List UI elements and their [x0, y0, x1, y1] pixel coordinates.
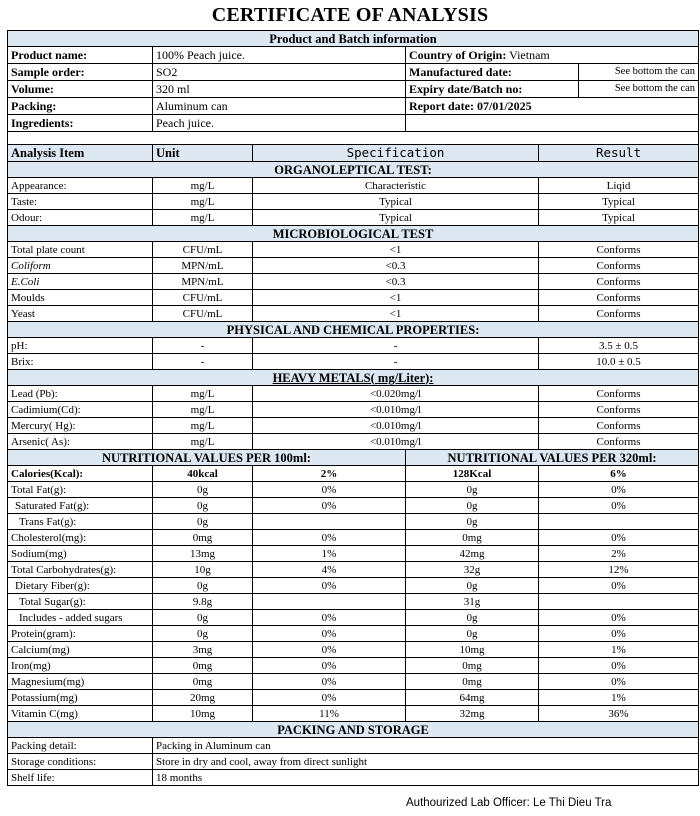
- amount-100ml: 40kcal: [153, 466, 253, 482]
- nutrient-name: Total Sugar(g):: [8, 594, 153, 610]
- amount-320ml: 42mg: [406, 546, 539, 562]
- analysis-result: Liqid: [539, 178, 699, 194]
- packing-section-title: PACKING AND STORAGE: [8, 722, 699, 738]
- analysis-section-header: [8, 322, 699, 338]
- info-label: Expiry date/Batch no:: [406, 81, 579, 98]
- amount-100ml: 0mg: [153, 530, 253, 546]
- amount-100ml: 10mg: [153, 706, 253, 722]
- info-label: Ingredients:: [8, 115, 153, 132]
- nutrition-row: [8, 658, 699, 674]
- amount-100ml: 0g: [153, 626, 253, 642]
- info-value: SO2: [153, 64, 406, 81]
- analysis-result: Conforms: [539, 258, 699, 274]
- nutrition-header-100ml: NUTRITIONAL VALUES PER 100ml:: [8, 450, 406, 466]
- analysis-unit: CFU/mL: [153, 290, 253, 306]
- info-label: Product name:: [8, 47, 153, 64]
- info-label-value: [406, 47, 699, 64]
- analysis-row: [8, 402, 699, 418]
- analysis-result: 10.0 ± 0.5: [539, 354, 699, 370]
- analysis-item: Brix:: [8, 354, 153, 370]
- column-header: Specification: [253, 145, 539, 162]
- amount-320ml: 10mg: [406, 642, 539, 658]
- analysis-item: Odour:: [8, 210, 153, 226]
- analysis-column-header-row: [8, 145, 699, 162]
- nutrient-name: Calories(Kcal):: [8, 466, 153, 482]
- analysis-specification: <1: [253, 242, 539, 258]
- analysis-result: Conforms: [539, 242, 699, 258]
- amount-320ml: 0mg: [406, 658, 539, 674]
- amount-100ml: 0g: [153, 514, 253, 530]
- analysis-unit: mg/L: [153, 194, 253, 210]
- analysis-unit: mg/L: [153, 434, 253, 450]
- daily-value-320ml: 36%: [539, 706, 699, 722]
- analysis-unit: mg/L: [153, 210, 253, 226]
- nutrition-row: [8, 690, 699, 706]
- daily-value-320ml: 0%: [539, 658, 699, 674]
- analysis-specification: <0.3: [253, 258, 539, 274]
- daily-value-320ml: 0%: [539, 482, 699, 498]
- analysis-unit: CFU/mL: [153, 242, 253, 258]
- amount-100ml: 0g: [153, 610, 253, 626]
- amount-320ml: 32g: [406, 562, 539, 578]
- nutrition-row: [8, 626, 699, 642]
- nutrition-row: [8, 498, 699, 514]
- amount-100ml: 3mg: [153, 642, 253, 658]
- info-label: Packing:: [8, 98, 153, 115]
- daily-value-100ml: 0%: [253, 498, 406, 514]
- info-value: 100% Peach juice.: [153, 47, 406, 64]
- daily-value-100ml: 0%: [253, 674, 406, 690]
- analysis-item: E.Coli: [8, 274, 153, 290]
- daily-value-100ml: [253, 514, 406, 530]
- analysis-unit: MPN/mL: [153, 274, 253, 290]
- product-info-row: [8, 47, 699, 64]
- analysis-specification: Typical: [253, 194, 539, 210]
- daily-value-100ml: 11%: [253, 706, 406, 722]
- amount-100ml: 0mg: [153, 674, 253, 690]
- amount-320ml: 31g: [406, 594, 539, 610]
- daily-value-320ml: 0%: [539, 530, 699, 546]
- column-header: Result: [539, 145, 699, 162]
- analysis-result: Conforms: [539, 402, 699, 418]
- packing-header-row: [8, 722, 699, 738]
- nutrition-row: [8, 466, 699, 482]
- packing-row: [8, 738, 699, 754]
- packing-value: Packing in Aluminum can: [153, 738, 699, 754]
- nutrition-header-row: [8, 450, 699, 466]
- analysis-item: Cadimium(Cd):: [8, 402, 153, 418]
- analysis-row: [8, 290, 699, 306]
- daily-value-320ml: 0%: [539, 578, 699, 594]
- analysis-item: pH:: [8, 338, 153, 354]
- daily-value-100ml: [253, 594, 406, 610]
- daily-value-100ml: 0%: [253, 626, 406, 642]
- amount-320ml: 0g: [406, 578, 539, 594]
- packing-value: Store in dry and cool, away from direct sunlight: [153, 754, 699, 770]
- nutrient-name: Sodium(mg): [8, 546, 153, 562]
- nutrition-row: [8, 578, 699, 594]
- amount-100ml: 20mg: [153, 690, 253, 706]
- info-value: Vietnam: [509, 48, 550, 62]
- amount-320ml: 32mg: [406, 706, 539, 722]
- nutrition-row: [8, 530, 699, 546]
- nutrient-name: Potassium(mg): [8, 690, 153, 706]
- analysis-section-header: [8, 226, 699, 242]
- info-value: Peach juice.: [153, 115, 406, 132]
- analysis-unit: -: [153, 354, 253, 370]
- nutrient-name: Protein(gram):: [8, 626, 153, 642]
- section-title: PHYSICAL AND CHEMICAL PROPERTIES:: [8, 322, 699, 338]
- nutrient-name: Magnesium(mg): [8, 674, 153, 690]
- analysis-row: [8, 338, 699, 354]
- amount-320ml: 0g: [406, 626, 539, 642]
- analysis-specification: <1: [253, 290, 539, 306]
- daily-value-320ml: 1%: [539, 642, 699, 658]
- amount-320ml: 128Kcal: [406, 466, 539, 482]
- product-info-row: [8, 115, 699, 132]
- product-info-row: [8, 64, 699, 81]
- nutrition-row: [8, 562, 699, 578]
- daily-value-100ml: 1%: [253, 546, 406, 562]
- analysis-specification: <0.010mg/l: [253, 418, 539, 434]
- analysis-unit: -: [153, 338, 253, 354]
- blank-cell: [8, 132, 699, 145]
- amount-320ml: 0mg: [406, 674, 539, 690]
- certificate-table: [7, 30, 699, 786]
- amount-100ml: 13mg: [153, 546, 253, 562]
- analysis-result: Typical: [539, 210, 699, 226]
- daily-value-100ml: 0%: [253, 482, 406, 498]
- section-title: HEAVY METALS( mg/Liter):: [8, 370, 699, 386]
- analysis-row: [8, 418, 699, 434]
- analysis-specification: <0.3: [253, 274, 539, 290]
- column-header: Unit: [153, 145, 253, 162]
- amount-320ml: 0g: [406, 610, 539, 626]
- analysis-result: Conforms: [539, 290, 699, 306]
- analysis-row: [8, 306, 699, 322]
- nutrient-name: Vitamin C(mg): [8, 706, 153, 722]
- daily-value-100ml: 0%: [253, 530, 406, 546]
- analysis-item: Yeast: [8, 306, 153, 322]
- nutrient-name: Calcium(mg): [8, 642, 153, 658]
- info-value: Aluminum can: [153, 98, 406, 115]
- info-value: See bottom the can: [579, 81, 699, 98]
- packing-row: [8, 754, 699, 770]
- daily-value-100ml: 4%: [253, 562, 406, 578]
- nutrition-row: [8, 610, 699, 626]
- certificate-sheet: [7, 30, 698, 786]
- nutrition-row: [8, 642, 699, 658]
- product-info-row: [8, 81, 699, 98]
- daily-value-320ml: 0%: [539, 610, 699, 626]
- info-label: Country of Origin:: [409, 48, 507, 62]
- packing-label: Shelf life:: [8, 770, 153, 786]
- amount-100ml: 9.8g: [153, 594, 253, 610]
- nutrition-row: [8, 706, 699, 722]
- packing-label: Storage conditions:: [8, 754, 153, 770]
- analysis-item: Taste:: [8, 194, 153, 210]
- daily-value-320ml: 0%: [539, 498, 699, 514]
- analysis-result: Conforms: [539, 434, 699, 450]
- nutrition-row: [8, 594, 699, 610]
- blank-cell: [406, 115, 699, 132]
- analysis-specification: Characteristic: [253, 178, 539, 194]
- nutrient-name: Saturated Fat(g):: [8, 498, 153, 514]
- nutrition-row: [8, 482, 699, 498]
- analysis-result: Conforms: [539, 306, 699, 322]
- document-title: CERTIFICATE OF ANALYSIS: [211, 4, 489, 26]
- lab-officer-signature: Authourized Lab Officer: Le Thi Dieu Tra: [406, 797, 612, 809]
- analysis-item: Moulds: [8, 290, 153, 306]
- amount-100ml: 10g: [153, 562, 253, 578]
- packing-label: Packing detail:: [8, 738, 153, 754]
- analysis-unit: mg/L: [153, 402, 253, 418]
- info-label: Sample order:: [8, 64, 153, 81]
- amount-320ml: 0g: [406, 482, 539, 498]
- amount-100ml: 0g: [153, 498, 253, 514]
- analysis-specification: -: [253, 354, 539, 370]
- analysis-result: 3.5 ± 0.5: [539, 338, 699, 354]
- analysis-specification: -: [253, 338, 539, 354]
- daily-value-100ml: 0%: [253, 642, 406, 658]
- analysis-item: Arsenic( As):: [8, 434, 153, 450]
- analysis-item: Total plate count: [8, 242, 153, 258]
- product-section-title: Product and Batch information: [8, 31, 699, 47]
- nutrition-row: [8, 546, 699, 562]
- section-title: MICROBIOLOGICAL TEST: [8, 226, 699, 242]
- analysis-row: [8, 274, 699, 290]
- analysis-specification: <0.010mg/l: [253, 434, 539, 450]
- nutrition-header-320ml: NUTRITIONAL VALUES PER 320ml:: [406, 450, 699, 466]
- daily-value-320ml: [539, 514, 699, 530]
- amount-320ml: 0g: [406, 514, 539, 530]
- daily-value-320ml: 2%: [539, 546, 699, 562]
- packing-row: [8, 770, 699, 786]
- analysis-result: Typical: [539, 194, 699, 210]
- analysis-result: Conforms: [539, 274, 699, 290]
- analysis-unit: MPN/mL: [153, 258, 253, 274]
- analysis-item: Lead (Pb):: [8, 386, 153, 402]
- nutrient-name: Trans Fat(g):: [8, 514, 153, 530]
- analysis-unit: mg/L: [153, 178, 253, 194]
- analysis-item: Coliform: [8, 258, 153, 274]
- nutrient-name: Cholesterol(mg):: [8, 530, 153, 546]
- info-label: Manufactured date:: [406, 64, 579, 81]
- nutrient-name: Iron(mg): [8, 658, 153, 674]
- analysis-unit: CFU/mL: [153, 306, 253, 322]
- amount-320ml: 64mg: [406, 690, 539, 706]
- analysis-row: [8, 258, 699, 274]
- daily-value-100ml: 0%: [253, 610, 406, 626]
- nutrient-name: Total Fat(g):: [8, 482, 153, 498]
- amount-320ml: 0g: [406, 498, 539, 514]
- daily-value-100ml: 0%: [253, 690, 406, 706]
- amount-320ml: 0mg: [406, 530, 539, 546]
- analysis-specification: Typical: [253, 210, 539, 226]
- info-label: Volume:: [8, 81, 153, 98]
- daily-value-100ml: 0%: [253, 658, 406, 674]
- amount-100ml: 0g: [153, 578, 253, 594]
- daily-value-320ml: 0%: [539, 626, 699, 642]
- analysis-specification: <1: [253, 306, 539, 322]
- analysis-result: Conforms: [539, 386, 699, 402]
- daily-value-100ml: 0%: [253, 578, 406, 594]
- analysis-section-header: [8, 162, 699, 178]
- analysis-row: [8, 354, 699, 370]
- analysis-item: Mercury( Hg):: [8, 418, 153, 434]
- analysis-row: [8, 386, 699, 402]
- section-title: ORGANOLEPTICAL TEST:: [8, 162, 699, 178]
- analysis-section-header: [8, 370, 699, 386]
- analysis-specification: <0.010mg/l: [253, 402, 539, 418]
- amount-100ml: 0mg: [153, 658, 253, 674]
- nutrient-name: Includes - added sugars: [8, 610, 153, 626]
- info-label: Report date: 07/01/2025: [406, 98, 699, 115]
- amount-100ml: 0g: [153, 482, 253, 498]
- daily-value-320ml: 12%: [539, 562, 699, 578]
- analysis-item: Appearance:: [8, 178, 153, 194]
- daily-value-100ml: 2%: [253, 466, 406, 482]
- spacer-row: [8, 132, 699, 145]
- nutrient-name: Dietary Fiber(g):: [8, 578, 153, 594]
- daily-value-320ml: 6%: [539, 466, 699, 482]
- info-value: See bottom the can: [579, 64, 699, 81]
- daily-value-320ml: 1%: [539, 690, 699, 706]
- nutrition-row: [8, 514, 699, 530]
- product-header-row: [8, 31, 699, 47]
- daily-value-320ml: [539, 594, 699, 610]
- product-info-row: [8, 98, 699, 115]
- info-value: 320 ml: [153, 81, 406, 98]
- packing-value: 18 months: [153, 770, 699, 786]
- analysis-result: Conforms: [539, 418, 699, 434]
- analysis-unit: mg/L: [153, 386, 253, 402]
- analysis-specification: <0.020mg/l: [253, 386, 539, 402]
- analysis-row: [8, 194, 699, 210]
- analysis-row: [8, 210, 699, 226]
- nutrition-row: [8, 674, 699, 690]
- analysis-unit: mg/L: [153, 418, 253, 434]
- analysis-row: [8, 434, 699, 450]
- nutrient-name: Total Carbohydrates(g):: [8, 562, 153, 578]
- analysis-row: [8, 242, 699, 258]
- daily-value-320ml: 0%: [539, 674, 699, 690]
- column-header: Analysis Item: [8, 145, 153, 162]
- analysis-row: [8, 178, 699, 194]
